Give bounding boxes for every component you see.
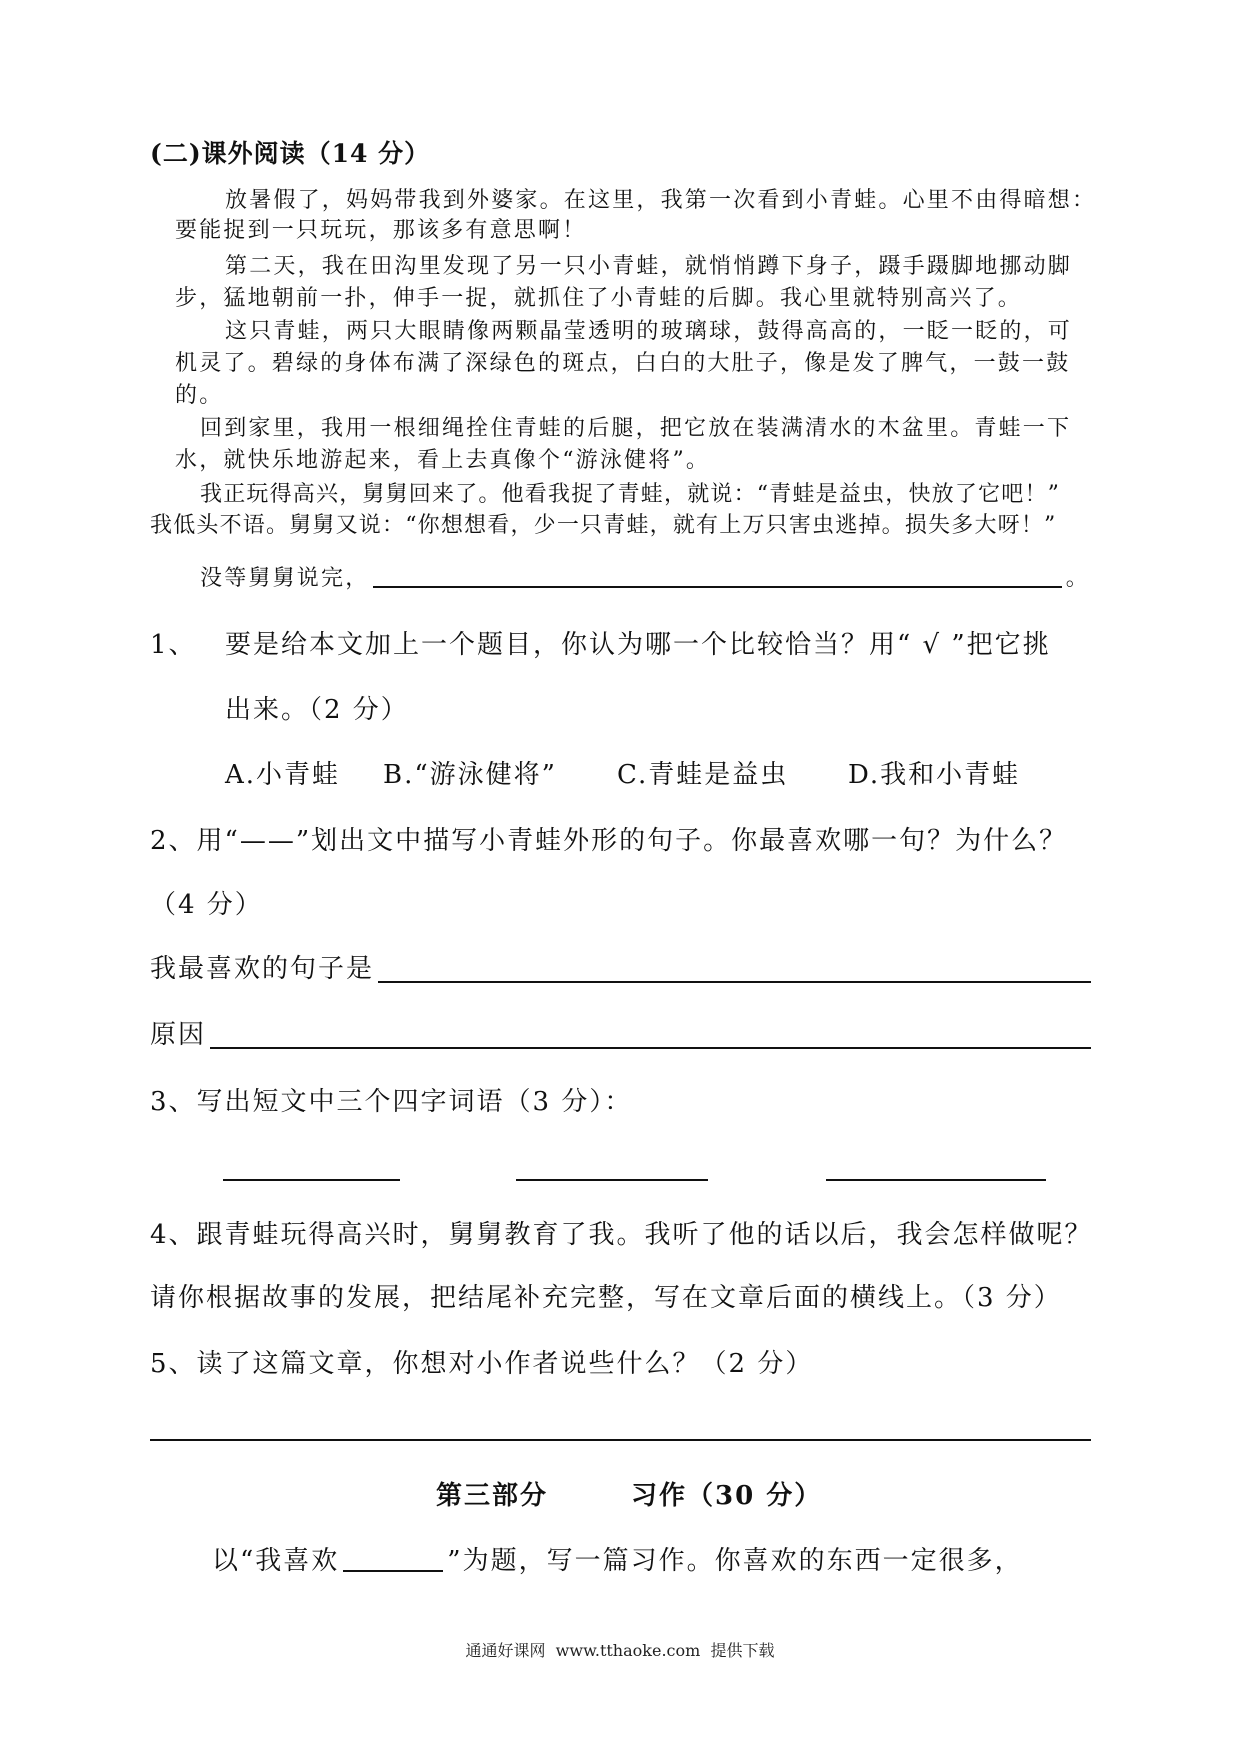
answer-blank (223, 1179, 400, 1181)
passage-line: 的。 (175, 383, 224, 408)
answer-blank (150, 1439, 1091, 1441)
writing-prompt-rest: ”为题，写一篇习作。你喜欢的东西一定很多， (447, 1546, 1023, 1576)
passage-line: 机灵了。碧绿的身体布满了深绿色的斑点，白白的大肚子，像是发了脾气，一鼓一鼓 (175, 351, 1071, 376)
part-title: 第三部分 (436, 1481, 549, 1511)
answer-line-reason (150, 1017, 1091, 1053)
question-number: 1、 (150, 630, 197, 660)
continuation-end: 。 (1065, 566, 1090, 591)
writing-prompt-start: 以“我喜欢 (212, 1546, 340, 1576)
answer-blank (826, 1179, 1046, 1181)
question-text: 3、写出短文中三个四字词语（3 分）： (150, 1087, 633, 1117)
passage-line: 水，就快乐地游起来，看上去真像个“游泳健将”。 (175, 448, 711, 473)
passage-line: 我正玩得高兴，舅舅回来了。他看我捉了青蛙，就说：“青蛙是益虫，快放了它吧！” (200, 482, 1061, 507)
option-b: B.“游泳健将” (383, 760, 557, 790)
writing-prompt (212, 1543, 1023, 1579)
answer-blank (516, 1179, 708, 1181)
option-c: C.青蛙是益虫 (617, 760, 789, 790)
title-blank (343, 1543, 443, 1572)
passage-continuation-line (200, 564, 1090, 594)
passage-line: 回到家里，我用一根细绳拴住青蛙的后腿，把它放在装满清水的木盆里。青蛙一下 (200, 416, 1072, 441)
option-a: A.小青蛙 (225, 760, 341, 790)
section-title: (二)课外阅读（14 分） (150, 139, 431, 168)
passage-line: 我低头不语。舅舅又说：“你想想看，少一只青蛙，就有上万只害虫逃掉。损失多大呀！” (150, 513, 1057, 538)
passage-line: 要能捉到一只玩玩，那该多有意思啊！ (175, 218, 587, 243)
part-subtitle: 习作（30 分） (631, 1481, 823, 1511)
footer-text: 通通好课网 www.tthaoke.com 提供下载 (465, 1641, 775, 1660)
passage-line: 这只青蛙，两只大眼睛像两颗晶莹透明的玻璃球，鼓得高高的，一眨一眨的，可 (225, 319, 1073, 344)
question-text: 5、读了这篇文章，你想对小作者说些什么？（2 分） (150, 1349, 814, 1379)
answer-prompt: 我最喜欢的句子是 (150, 954, 375, 984)
passage-line: 步，猛地朝前一扑，伸手一捉，就抓住了小青蛙的后脚。我心里就特别高兴了。 (175, 286, 1023, 311)
answer-blank (210, 1017, 1091, 1049)
passage-line: 第二天，我在田沟里发现了另一只小青蛙，就悄悄蹲下身子，蹑手蹑脚地挪动脚 (225, 254, 1073, 279)
answer-prompt: 原因 (150, 1020, 207, 1050)
question-text: 请你根据故事的发展，把结尾补充完整，写在文章后面的横线上。（3 分） (150, 1283, 1062, 1313)
continuation-answer-blank (373, 564, 1061, 588)
question-text: 出来。（2 分） (225, 695, 409, 725)
answer-line-favorite-sentence (150, 951, 1091, 987)
continuation-prompt: 没等舅舅说完， (200, 566, 370, 591)
question-text: 4、跟青蛙玩得高兴时，舅舅教育了我。我听了他的话以后，我会怎样做呢？ (150, 1220, 1093, 1250)
question-text: 2、用“——”划出文中描写小青蛙外形的句子。你最喜欢哪一句？为什么？ (150, 826, 1068, 856)
question-text: （4 分） (150, 890, 263, 920)
passage-line: 放暑假了，妈妈带我到外婆家。在这里，我第一次看到小青蛙。心里不由得暗想： (225, 188, 1097, 213)
answer-blank (378, 951, 1091, 983)
option-d: D.我和小青蛙 (848, 760, 1021, 790)
question-text: 要是给本文加上一个题目，你认为哪一个比较恰当？用“ √ ”把它挑 (225, 630, 1051, 660)
